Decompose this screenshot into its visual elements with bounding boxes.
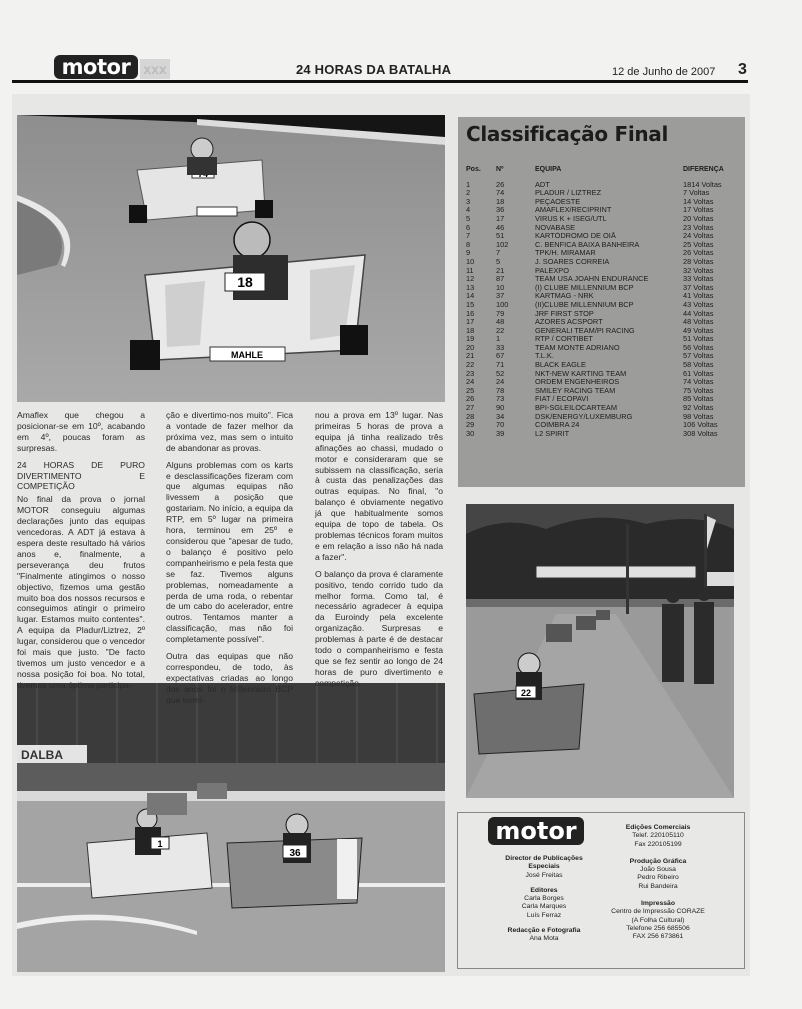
cell-team: FIAT / ECOPAVI [535,395,589,404]
motor-logo: motor [54,55,138,79]
masthead-credit [492,927,596,944]
cell-pos: 20 [466,343,475,352]
cell-number: 10 [496,283,505,292]
kart-number-1: 1 [157,839,163,849]
cell-number: 24 [496,378,505,387]
cell-number: 46 [496,223,505,232]
table-header [466,166,742,175]
article-paragraph: Outra das equipas que não correspondeu, de todo, às expectativas criadas ao longo dos anos foi o Millennium BCP que termi- [166,651,293,705]
article-paragraph: No final da prova o jornal MOTOR conseguiu algumas declarações junto das equipas vencedoras. A ADT já estava à espera deste resultado há vários anos e, finalmente, a perseverança deu frutos "Finalmente atingimos o nosso objectivo, fizemos uma gestão muito boa dos nossos recursos e conseguimos atingir o primeiro lugar. Estamos muito contentes". A equipa da Pladur/Liztrez, 2º lugar, considerou que o vencedor foi mais que justo. "De facto tivemos um justo vencedor e a nossa posição foi boa. No total, tivemos uma óptima participa- [17,494,145,690]
credit-name: Luís Ferraz [526,911,562,919]
credit-role: Redacção e Fotografia [507,927,581,935]
cell-team: J. SOARES CORREIA [535,257,610,266]
cell-difference: 58 Voltas [683,361,714,370]
cell-number: 78 [496,386,505,395]
cell-pos: 18 [466,326,475,335]
cell-team: PLADUR / LIZTREZ [535,189,602,198]
cell-team: BPI-SGLEILOCARTEAM [535,404,618,413]
logo-ghost: xxx [140,59,170,79]
cell-difference: 308 Voltas [683,429,718,438]
cell-team: PEÇAOESTE [535,197,581,206]
cell-difference: 92 Voltas [683,404,714,413]
cell-difference: 24 Voltas [683,232,714,241]
cell-number: 21 [496,266,505,275]
cell-team: L2 SPIRIT [535,429,570,438]
article-column-1 [17,410,145,697]
table-row [466,189,742,198]
cell-difference: 85 Voltas [683,395,714,404]
cell-team: (I) CLUBE MILLENNIUM BCP [535,283,634,292]
cell-pos: 8 [466,240,471,249]
cell-number: 7 [496,249,501,258]
cell-number: 48 [496,318,505,327]
cell-pos: 6 [466,223,471,232]
cell-pos: 12 [466,275,475,284]
credit-role: Produção Gráfica [629,857,687,865]
table-row [466,198,742,207]
table-row [466,395,742,404]
cell-team: T.L.K. [535,352,554,361]
article-paragraph: O balanço da prova é claramente positivo, tendo corrido tudo da melhor forma. Como tal, é necessário agradecer à equipa da Euroindy pela excelente organização. Surpresas e problemas à parte é de destacar todo o companheirismo e festa que se fez sentir ao longo de 24 horas de puro divertimento e competição. [315,568,443,688]
cell-number: 71 [496,361,505,370]
cell-number: 100 [496,300,509,309]
track-photo [466,504,734,798]
section-title: 24 HORAS DA BATALHA [296,62,452,77]
cell-number: 5 [496,257,501,266]
table-row [466,404,742,413]
table-body [466,181,742,439]
kart-number-18: 18 [237,274,253,290]
cell-team: TPK/H. MIRAMAR [535,249,596,258]
cell-pos: 26 [466,395,475,404]
bottom-race-photo [17,683,445,972]
table-row [466,310,742,319]
classification-title: Classificação Final [466,122,669,146]
cell-difference: 33 Voltas [683,275,714,284]
credit-name: Telefone 256 685506 [626,924,690,932]
banner-text: DALBA [21,748,63,762]
cell-team: GENERALI TEAM/PI RACING [535,326,635,335]
cell-number: 79 [496,309,505,318]
col-number: Nº [496,166,504,173]
cell-team: BLACK EAGLE [535,361,586,370]
credit-role: Edições Comerciais [625,824,691,831]
cell-team: NOVABASE [535,223,576,232]
masthead-credit [600,858,716,891]
cell-difference: 41 Voltas [683,292,714,301]
table-row [466,413,742,422]
cell-team: KARTMAG - NRK [535,292,594,301]
cell-number: 34 [496,412,505,421]
table-row [466,301,742,310]
cell-difference: 44 Voltas [683,309,714,318]
cell-difference: 43 Voltas [683,300,714,309]
cell-difference: 23 Voltas [683,223,714,232]
cell-number: 70 [496,421,505,430]
cell-pos: 19 [466,335,475,344]
masthead-credit [492,887,596,920]
cell-number: 90 [496,404,505,413]
cell-number: 39 [496,429,505,438]
cell-team: AZORES ACSPORT [535,318,603,327]
masthead-logo: motor [488,817,584,845]
cell-pos: 15 [466,300,475,309]
credit-name: Telef. 220105110 [632,832,684,840]
credit-name: José Freitas [525,871,563,879]
credit-name: Pedro Ribeiro [637,874,679,882]
cell-difference: 1814 Voltas [683,180,722,189]
credit-name: Fax 220105199 [634,840,682,848]
credit-name: Carla Borges [524,895,564,903]
table-row [466,335,742,344]
masthead-right [600,824,716,951]
cell-number: 52 [496,369,505,378]
cell-team: COIMBRA 24 [535,421,580,430]
cell-pos: 14 [466,292,475,301]
article-column-2 [166,410,293,712]
cell-number: 51 [496,232,505,241]
article-column-3 [315,410,443,695]
kart-number-36: 36 [289,848,301,859]
col-team: EQUIPA [535,166,562,173]
cell-pos: 7 [466,232,471,241]
cell-difference: 26 Voltas [683,249,714,258]
cell-pos: 11 [466,266,474,275]
table-row [466,215,742,224]
cell-team: TEAM USA JOAHN ENDURANCE [535,275,649,284]
cell-pos: 21 [466,352,475,361]
cell-number: 33 [496,343,505,352]
cell-number: 74 [496,189,505,198]
cell-difference: 106 Voltas [683,421,718,430]
cell-number: 26 [496,180,505,189]
cell-team: C. BENFICA BAIXA BANHEIRA [535,240,640,249]
article-paragraph: ção e divertimo-nos muito". Fica a vontade de fazer melhor da próxima vez, mas sem o intuito de abandonar as provas. [166,410,293,453]
cell-pos: 9 [466,249,471,258]
cell-team: VIRUS K + ISEG/UTL [535,214,607,223]
cell-pos: 1 [466,180,471,189]
cell-number: 1 [496,335,501,344]
table-row [466,258,742,267]
col-pos: Pos. [466,166,481,173]
cell-difference: 20 Voltas [683,214,714,223]
credit-name: Ana Mota [529,935,559,943]
cell-team: (II)CLUBE MILLENNIUM BCP [535,300,634,309]
cell-pos: 23 [466,369,475,378]
table-row [466,421,742,430]
credit-name: João Sousa [640,866,676,874]
cell-difference: 61 Voltas [683,369,714,378]
table-row [466,241,742,250]
page-number: 3 [738,61,747,78]
cell-difference: 48 Voltas [683,318,714,327]
table-row [466,267,742,276]
kart-number-22: 22 [520,688,532,698]
cell-team: PALEXPO [535,266,569,275]
cell-number: 22 [496,326,505,335]
cell-difference: 7 Voltas [683,189,710,198]
cell-number: 37 [496,292,505,301]
cell-difference: 56 Voltas [683,343,714,352]
masthead-credit [600,824,716,849]
cell-difference: 98 Voltas [683,412,714,421]
cell-pos: 10 [466,257,475,266]
credit-name: FAX 256 673861 [632,933,684,941]
cell-difference: 28 Voltas [683,257,714,266]
table-row [466,387,742,396]
cell-team: DSK/ENERGY/LUXEMBURG [535,412,633,421]
article-paragraph: Amaflex que chegou a posicionar-se em 10º, acabando em 4º, poucas foram as surpresas. [17,410,145,453]
cell-pos: 24 [466,378,475,387]
cell-difference: 25 Voltas [683,240,714,249]
article-subheading: 24 HORAS DE PURO DIVERTIMENTO E COMPETIÇÃO [17,459,145,492]
cell-difference: 14 Voltas [683,197,714,206]
credit-name: Carla Marques [521,903,567,911]
cell-pos: 25 [466,386,475,395]
cell-pos: 3 [466,197,471,206]
cell-difference: 57 Voltas [683,352,714,361]
issue-date: 12 de Junho de 2007 [612,66,716,78]
credit-name: Centro de Impressão CORAZE [611,908,705,916]
cell-pos: 2 [466,189,471,198]
cell-number: 18 [496,197,505,206]
table-row [466,224,742,233]
table-row [466,378,742,387]
table-row [466,181,742,190]
table-row [466,344,742,353]
cell-difference: 32 Voltas [683,266,714,275]
cell-pos: 5 [466,214,471,223]
table-row [466,318,742,327]
table-row [466,361,742,370]
cell-team: AMAFLEX/RECIPRINT [535,206,612,215]
masthead-left [492,855,596,951]
cell-team: ORDEM ENGENHEIROS [535,378,620,387]
cell-difference: 49 Voltas [683,326,714,335]
credit-role: Director de Publicações Especiais [505,855,583,871]
table-row [466,292,742,301]
credit-role: Impressão [640,900,675,908]
header-rule [12,80,748,83]
cell-difference: 74 Voltas [683,378,714,387]
cell-number: 36 [496,206,505,215]
table-row [466,327,742,336]
credit-role: Editores [530,886,558,894]
cell-team: JRF FIRST STOP [535,309,594,318]
cell-team: KARTÓDROMO DE OIÃ [535,232,616,241]
cell-number: 67 [496,352,505,361]
credit-name: (A Folha Cultural) [631,916,685,924]
table-row [466,284,742,293]
top-race-photo [17,115,445,402]
cell-number: 73 [496,395,505,404]
table-row [466,352,742,361]
cell-pos: 17 [466,318,475,327]
cell-difference: 17 Voltas [683,206,714,215]
cell-difference: 37 Voltas [683,283,714,292]
table-row [466,370,742,379]
cell-pos: 4 [466,206,471,215]
sponsor-label: MAHLE [231,350,263,360]
cell-team: NKT-NEW KARTING TEAM [535,369,627,378]
col-difference: DIFERENÇA [683,166,724,173]
cell-difference: 51 Voltas [683,335,714,344]
table-row [466,232,742,241]
table-row [466,249,742,258]
classification-table [466,166,742,438]
article-paragraph: Alguns problemas com os karts e desclassificações fizeram com que algumas equipas não livessem a posição que gostariam. No início, a equipa da RTP, em 5º lugar na primeira hora, terminou em 25º e considerou que "apesar de tudo, o balanço é positivo pelo companheirismo e pela festa que se faz. Tivemos alguns problemas, nomeadamente a perda de uma roda, o rebentar de um cabo do acelerador, entre outros. Tentamos manter a classificação, mas não foi completamente possível". [166,459,293,645]
cell-number: 17 [496,214,505,223]
article-paragraph: nou a prova em 13º lugar. Nas primeiras 5 horas de prova a equipa já tinha realizado três afinações ao chassi, mudado o motor e consideraram que se subissem na classificação, seria à custa das penalizações das outras equipas. No final, "o balanço é obviamente negativo já que habitualmente somos equipa de topo de tabela. Os problemas técnicos foram muitos e em relação a isso não há nada a fazer". [315,410,443,562]
masthead-credit [492,855,596,880]
table-row [466,206,742,215]
masthead-credit [600,900,716,941]
credit-name: Rui Bandeira [638,882,678,890]
cell-number: 102 [496,240,509,249]
table-row [466,275,742,284]
cell-pos: 28 [466,412,475,421]
cell-team: SMILEY RACING TEAM [535,386,616,395]
cell-team: TEAM MONTE ADRIANO [535,343,620,352]
cell-difference: 75 Voltas [683,386,714,395]
cell-pos: 30 [466,429,475,438]
cell-team: ADT [535,180,550,189]
cell-pos: 27 [466,404,475,413]
cell-pos: 16 [466,309,475,318]
cell-number: 87 [496,275,505,284]
cell-team: RTP / CORTIBET [535,335,593,344]
table-row [466,430,742,439]
cell-pos: 29 [466,421,475,430]
cell-pos: 22 [466,361,475,370]
cell-pos: 13 [466,283,475,292]
